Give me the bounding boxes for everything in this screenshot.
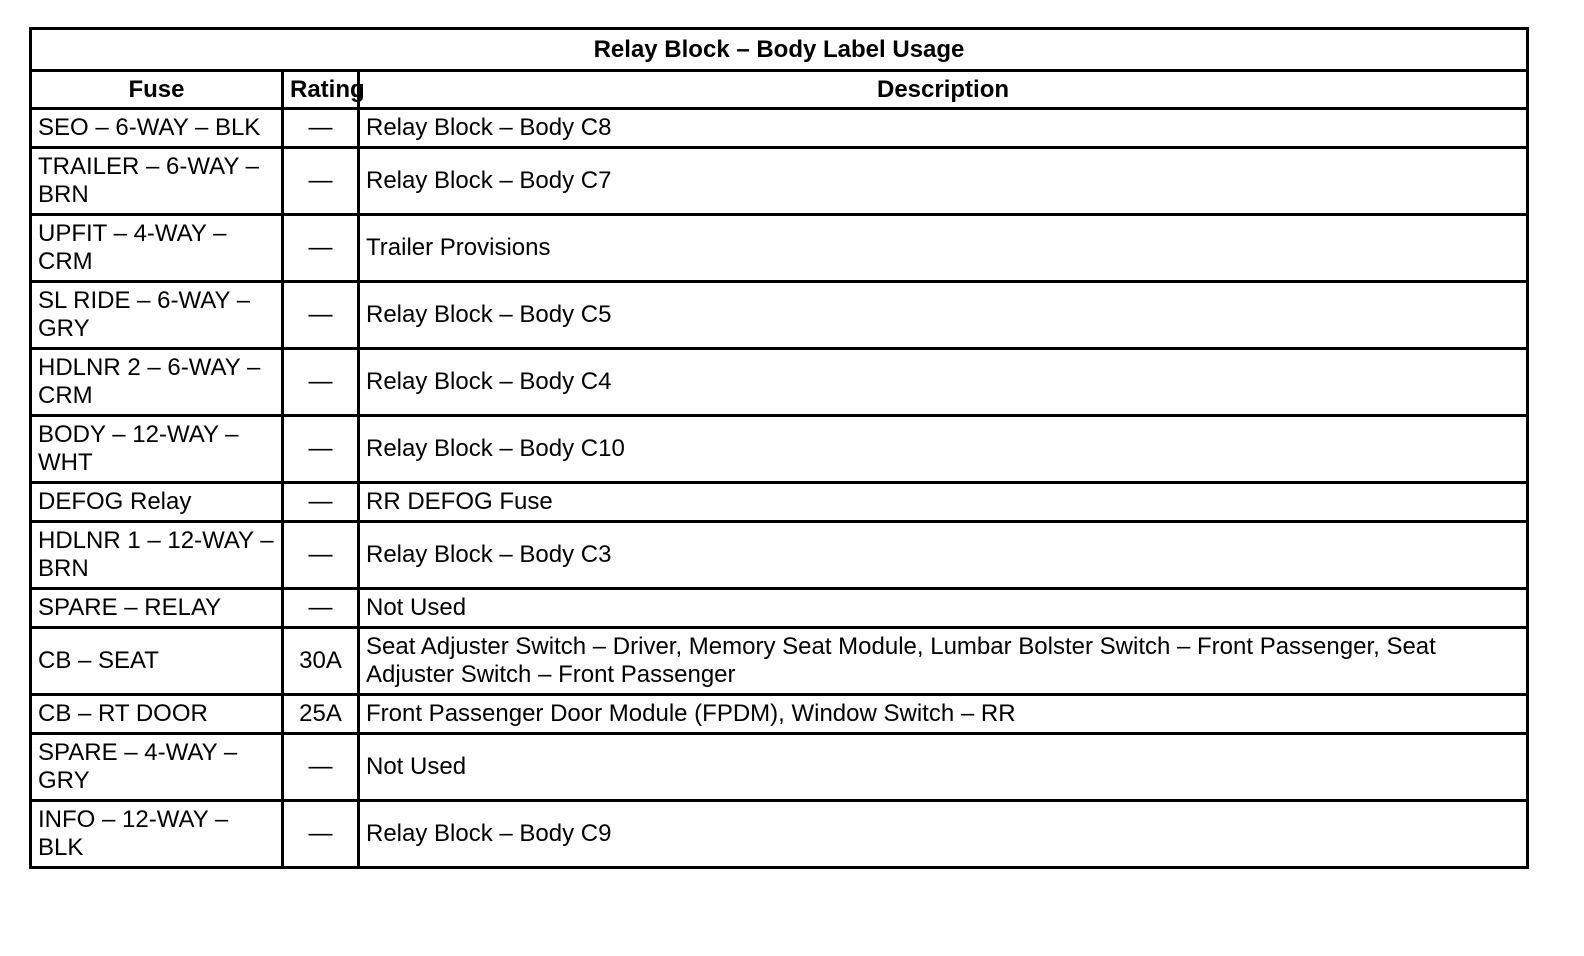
description-cell: Relay Block – Body C7 (359, 148, 1528, 215)
rating-cell: — (283, 801, 359, 868)
table-header-row (31, 71, 1528, 109)
table-row (31, 215, 1528, 282)
fuse-cell: SPARE – 4-WAY – GRY (31, 734, 283, 801)
table-row (31, 695, 1528, 734)
description-cell: Front Passenger Door Module (FPDM), Window Switch – RR (359, 695, 1528, 734)
rating-cell: — (283, 734, 359, 801)
fuse-cell: UPFIT – 4-WAY – CRM (31, 215, 283, 282)
table-row (31, 801, 1528, 868)
table-row (31, 589, 1528, 628)
description-cell: Relay Block – Body C8 (359, 109, 1528, 148)
description-cell: Not Used (359, 734, 1528, 801)
table-title-row (31, 29, 1528, 71)
fuse-cell: INFO – 12-WAY – BLK (31, 801, 283, 868)
rating-cell: — (283, 483, 359, 522)
rating-cell: 25A (283, 695, 359, 734)
rating-cell: — (283, 282, 359, 349)
table-title: Relay Block – Body Label Usage (31, 29, 1528, 71)
description-cell: Relay Block – Body C3 (359, 522, 1528, 589)
rating-cell: — (283, 416, 359, 483)
header-rating: Rating (283, 71, 359, 109)
fuse-cell: BODY – 12-WAY – WHT (31, 416, 283, 483)
table-row (31, 483, 1528, 522)
header-description: Description (359, 71, 1528, 109)
description-cell: Relay Block – Body C10 (359, 416, 1528, 483)
rating-cell: — (283, 215, 359, 282)
fuse-cell: SL RIDE – 6-WAY – GRY (31, 282, 283, 349)
table-row (31, 416, 1528, 483)
table-row (31, 628, 1528, 695)
rating-cell: — (283, 589, 359, 628)
description-cell: Relay Block – Body C5 (359, 282, 1528, 349)
table-row (31, 148, 1528, 215)
fuse-cell: TRAILER – 6-WAY – BRN (31, 148, 283, 215)
fuse-cell: HDLNR 2 – 6-WAY – CRM (31, 349, 283, 416)
rating-cell: — (283, 109, 359, 148)
fuse-cell: CB – RT DOOR (31, 695, 283, 734)
description-cell: Trailer Provisions (359, 215, 1528, 282)
description-cell: RR DEFOG Fuse (359, 483, 1528, 522)
description-cell: Relay Block – Body C4 (359, 349, 1528, 416)
relay-block-table (29, 27, 1529, 869)
table-row (31, 109, 1528, 148)
fuse-cell: CB – SEAT (31, 628, 283, 695)
rating-cell: — (283, 349, 359, 416)
fuse-cell: SEO – 6-WAY – BLK (31, 109, 283, 148)
fuse-cell: DEFOG Relay (31, 483, 283, 522)
table-row (31, 522, 1528, 589)
rating-cell: 30A (283, 628, 359, 695)
table-row (31, 349, 1528, 416)
fuse-cell: SPARE – RELAY (31, 589, 283, 628)
description-cell: Not Used (359, 589, 1528, 628)
table-row (31, 734, 1528, 801)
table-row (31, 282, 1528, 349)
header-fuse: Fuse (31, 71, 283, 109)
description-cell: Seat Adjuster Switch – Driver, Memory Seat Module, Lumbar Bolster Switch – Front Passenger, Seat Adjuster Switch – Front Passenger (359, 628, 1528, 695)
fuse-cell: HDLNR 1 – 12-WAY – BRN (31, 522, 283, 589)
description-cell: Relay Block – Body C9 (359, 801, 1528, 868)
rating-cell: — (283, 148, 359, 215)
rating-cell: — (283, 522, 359, 589)
